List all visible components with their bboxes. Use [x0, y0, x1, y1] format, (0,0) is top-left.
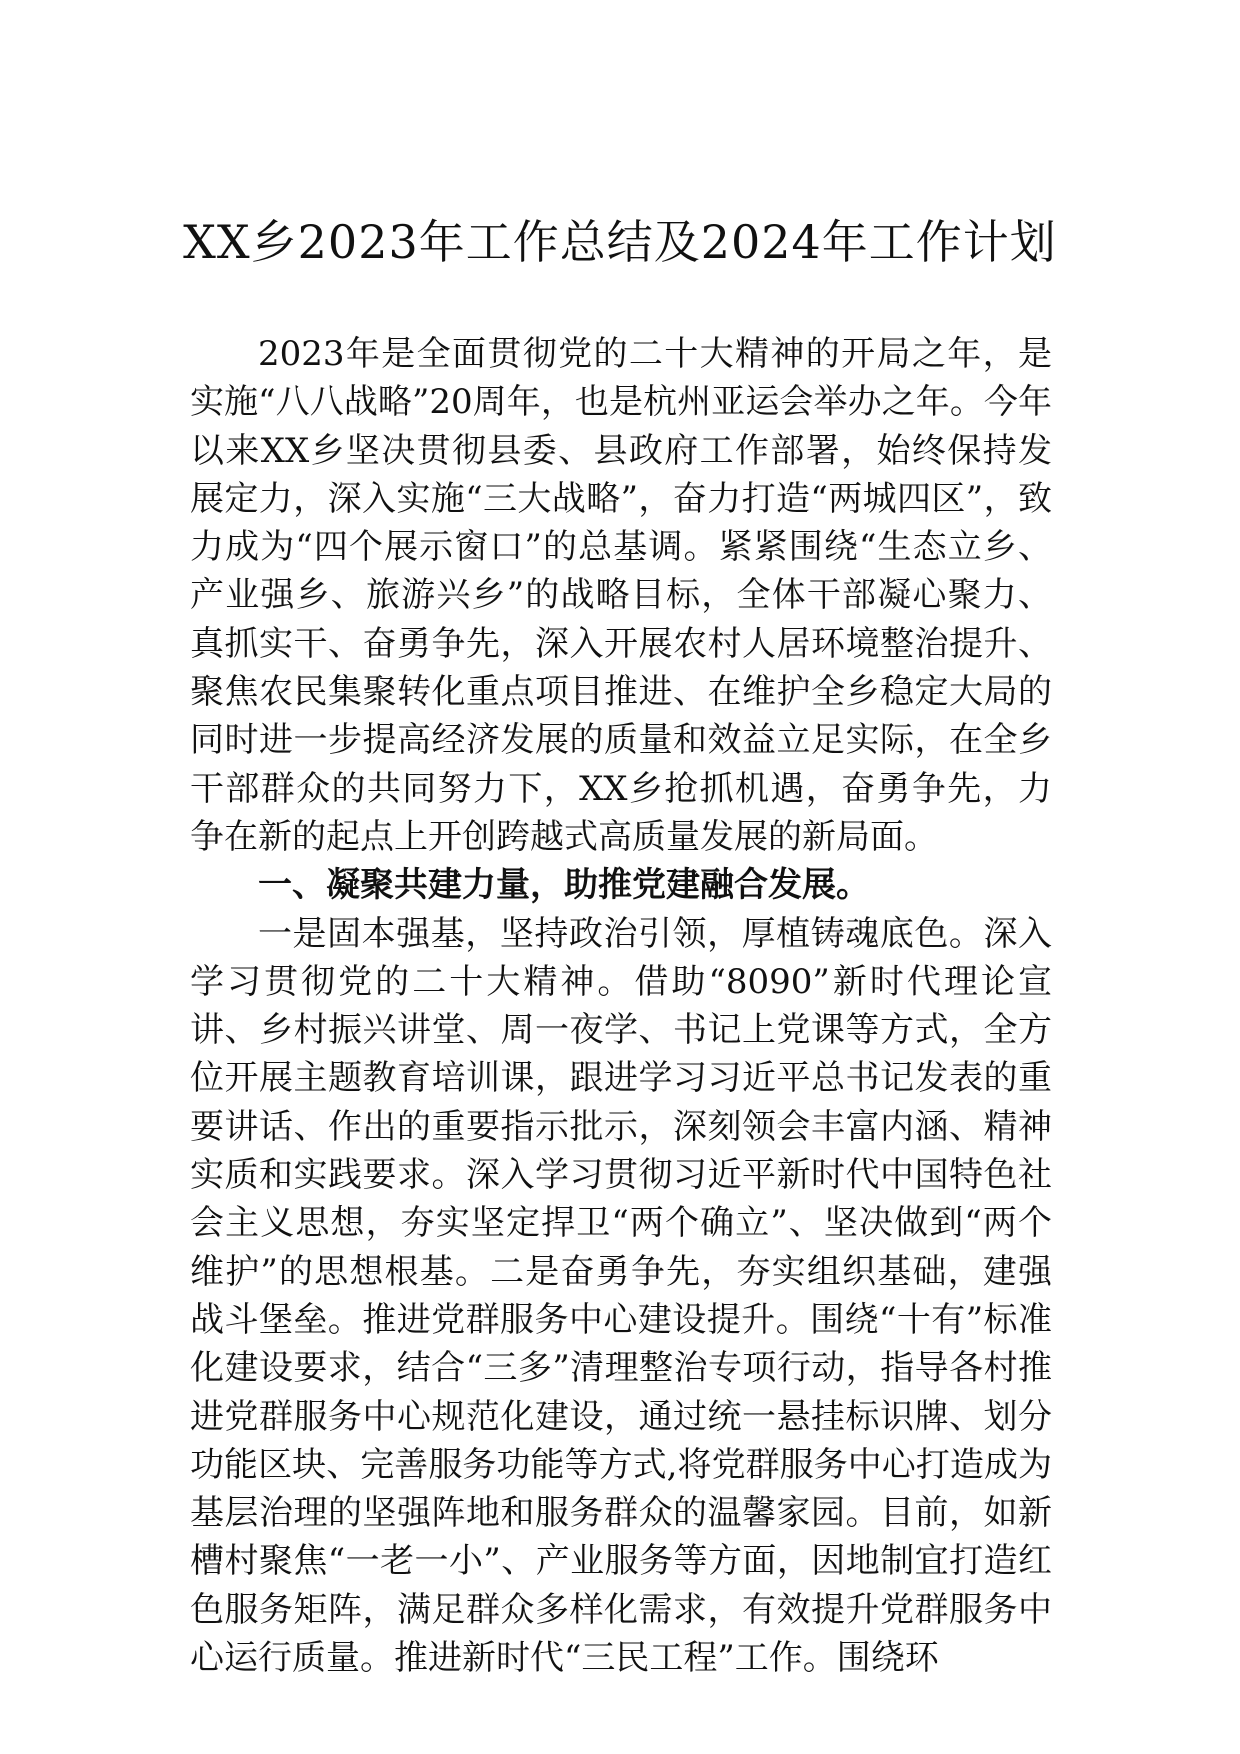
document-title: XX乡2023年工作总结及2024年工作计划: [183, 215, 1057, 269]
section-heading: 一、凝聚共建力量，助推党建融合发展。: [258, 865, 870, 906]
intro-paragraph: 2023年是全面贯彻党的二十大精神的开局之年，是实施“八八战略”20周年，也是杭州亚运会举办之年。今年以来XX乡坚决贯彻县委、县政府工作部署，始终保持发展定力，深入实施“三大战略”，奋力打造“两城四区”，致力成为“四个展示窗口”的总基调。紧紧围绕“生态立乡、产业强乡、旅游兴乡”的战略目标，全体干部凝心聚力、真抓实干、奋勇争先，深入开展农村人居环境整治提升、聚焦农民集聚转化重点项目推进、在维护全乡稳定大局的同时进一步提高经济发展的质量和效益立足实际，在全乡干部群众的共同努力下，XX乡抢抓机遇，奋勇争先，力争在新的起点上开创跨越式高质量发展的新局面。: [190, 334, 1052, 857]
document-body: [190, 330, 1052, 1682]
section-paragraph: 一是固本强基，坚持政治引领，厚植铸魂底色。深入学习贯彻党的二十大精神。借助“8090”新时代理论宣讲、乡村振兴讲堂、周一夜学、书记上党课等方式，全方位开展主题教育培训课，跟进学习习近平总书记发表的重要讲话、作出的重要指示批示，深刻领会丰富内涵、精神实质和实践要求。深入学习贯彻习近平新时代中国特色社会主义思想，夯实坚定捍卫“两个确立”、坚决做到“两个维护”的思想根基。二是奋勇争先，夯实组织基础，建强战斗堡垒。推进党群服务中心建设提升。围绕“十有”标准化建设要求，结合“三多”清理整治专项行动，指导各村推进党群服务中心规范化建设，通过统一悬挂标识牌、划分功能区块、完善服务功能等方式,将党群服务中心打造成为基层治理的坚强阵地和服务群众的温馨家园。目前，如新槽村聚焦“一老一小”、产业服务等方面，因地制宜打造红色服务矩阵，满足群众多样化需求，有效提升党群服务中心运行质量。推进新时代“三民工程”工作。围绕环: [190, 913, 1052, 1679]
